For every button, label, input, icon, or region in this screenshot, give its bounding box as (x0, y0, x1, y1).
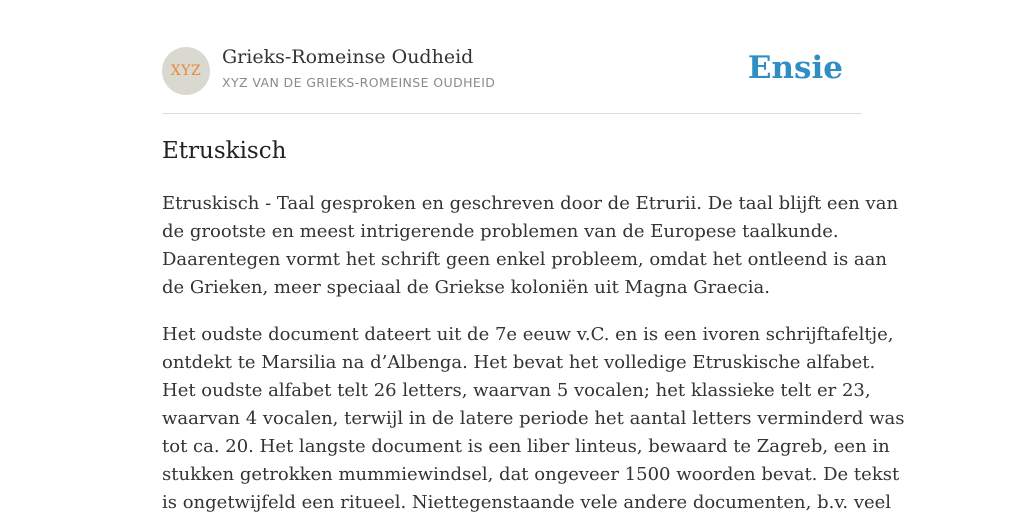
paragraph-line: de grootste en meest intrigerende problemen van de Europese taalkunde. (162, 221, 839, 242)
paragraph-line: waarvan 4 vocalen, terwijl in de latere periode het aantal letters verminderd was (162, 408, 905, 429)
source-subtitle: XYZ VAN DE GRIEKS-ROMEINSE OUDHEID (222, 75, 496, 90)
paragraph-line: is ongetwijfeld een ritueel. Niettegenstaande vele andere documenten, b.v. veel (162, 492, 892, 512)
article-paragraph (162, 321, 905, 512)
paragraph-line: Etruskisch - Taal gesproken en geschreven door de Etrurii. De taal blijft een van (162, 193, 899, 214)
paragraph-line: Het oudste alfabet telt 26 letters, waarvan 5 vocalen; het klassieke telt er 23, (162, 380, 871, 401)
source-header (162, 0, 862, 114)
article-title: Etruskisch (162, 138, 287, 164)
paragraph-line: ontdekt te Marsilia na d’Albenga. Het bevat het volledige Etruskische alfabet. (162, 352, 876, 373)
brand-logo-link[interactable]: Ensie (747, 50, 843, 86)
paragraph-line: tot ca. 20. Het langste document is een liber linteus, bewaard te Zagreb, een in (162, 436, 890, 457)
source-title[interactable]: Grieks-Romeinse Oudheid (222, 46, 474, 68)
article-body (162, 190, 905, 512)
paragraph-line: Het oudste document dateert uit de 7e eeuw v.C. en is een ivoren schrijftafeltje, (162, 324, 894, 345)
content-column (162, 0, 905, 512)
paragraph-line: de Grieken, meer speciaal de Griekse koloniën uit Magna Graecia. (162, 277, 770, 298)
article-paragraph (162, 190, 899, 302)
paragraph-line: Daarentegen vormt het schrift geen enkel probleem, omdat het ontleend is aan (162, 249, 887, 270)
source-avatar[interactable]: XYZ (162, 47, 210, 95)
paragraph-line: stukken getrokken mummiewindsel, dat ongeveer 1500 woorden bevat. De tekst (162, 464, 900, 485)
